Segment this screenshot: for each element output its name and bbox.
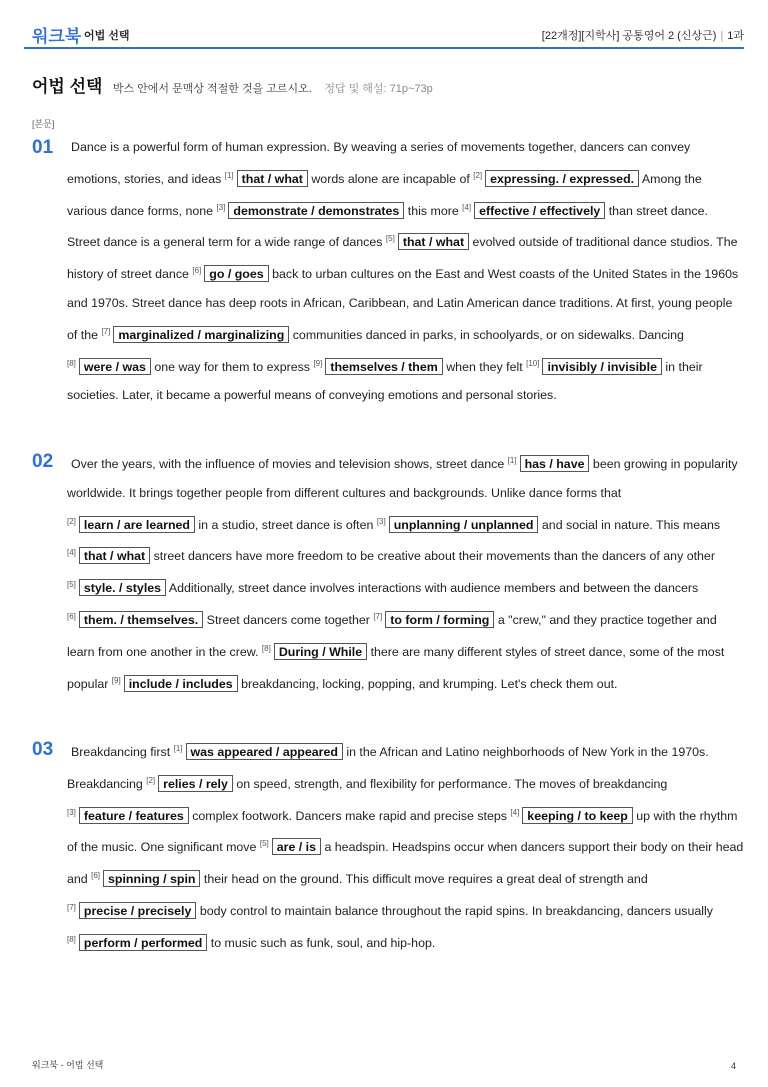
blank-number: [10] — [526, 358, 540, 368]
passage-sentence: Breakdancing first — [71, 745, 174, 759]
body-label: [본문] — [32, 119, 55, 129]
blank-number: [1] — [173, 744, 183, 753]
section-number: 03 — [32, 739, 54, 760]
passage-sentence: a "crew," and they practice together and learn from one another in the crew. — [67, 612, 717, 659]
grammar-choice — [386, 225, 469, 257]
choice-box[interactable]: demonstrate / demonstrates — [228, 202, 404, 219]
blank-number: [2] — [473, 170, 483, 180]
header-divider — [24, 47, 744, 49]
answer-reference: 정답 및 해설: 71p~73p — [324, 83, 433, 95]
grammar-choice — [91, 862, 200, 894]
choice-box[interactable]: precise / precisely — [79, 902, 196, 919]
passage-sentence: a headspin. Headspins occur when dancers support their body on their head and — [67, 840, 744, 887]
header-subtitle: 어법 선택 — [84, 30, 130, 42]
choice-box[interactable]: them. / themselves. — [79, 611, 203, 628]
grammar-choice — [101, 318, 289, 350]
choice-box[interactable]: marginalized / marginalizing — [113, 326, 289, 343]
blank-number: [8] — [67, 934, 76, 944]
grammar-choice — [67, 508, 195, 540]
blank-number: [1] — [507, 456, 517, 465]
grammar-choice — [174, 735, 343, 767]
choice-box[interactable]: are / is — [272, 838, 321, 855]
passage-text — [67, 735, 744, 958]
grammar-choice — [146, 767, 233, 799]
choice-box[interactable]: effective / effectively — [474, 202, 605, 219]
footer-label: 워크북 - 어법 선택 — [32, 1060, 104, 1070]
grammar-choice — [216, 194, 404, 226]
passage-sentence: Street dancers come together — [203, 612, 374, 627]
blank-number: [4] — [510, 807, 520, 817]
choice-box[interactable]: were / was — [79, 358, 151, 375]
grammar-choice — [67, 926, 207, 958]
passage-text — [67, 133, 744, 410]
choice-box[interactable]: was appeared / appeared — [186, 743, 343, 760]
page-number: 4 — [730, 1061, 736, 1071]
choice-box[interactable]: has / have — [520, 455, 590, 472]
book-title: [22개정][지학사] 공통영어 2 (신상근) — [541, 30, 717, 42]
grammar-choice — [473, 162, 639, 194]
instruction-text: 박스 안에서 문맥상 적절한 것을 고르시오. — [112, 83, 312, 95]
passage-sentence: communities danced in parks, in schoolyards, or on sidewalks. Dancing — [289, 327, 684, 342]
passage-sentence: this more — [404, 203, 463, 218]
grammar-choice — [462, 194, 605, 226]
choice-box[interactable]: learn / are learned — [79, 516, 195, 533]
lesson-label: 1과 — [727, 30, 744, 42]
grammar-choice — [510, 799, 632, 831]
choice-box[interactable]: go / goes — [204, 265, 268, 282]
blank-number: [8] — [67, 358, 76, 368]
choice-box[interactable]: that / what — [398, 233, 469, 250]
passage-sentence: when they felt — [442, 359, 527, 374]
blank-number: [5] — [259, 839, 269, 849]
grammar-choice — [225, 162, 308, 194]
blank-number: [6] — [91, 871, 101, 881]
grammar-choice — [67, 539, 150, 571]
passage-sentence: evolved outside of traditional dance studios. The history of street dance — [67, 235, 738, 282]
blank-number: [4] — [67, 548, 76, 558]
blank-number: [3] — [216, 202, 226, 212]
blank-number: [1] — [224, 170, 234, 180]
choice-box[interactable]: relies / rely — [158, 775, 233, 792]
grammar-choice — [377, 508, 539, 540]
page-header — [32, 18, 744, 48]
passage-sentence: body control to maintain balance throughout the rapid spins. In breakdancing, dancers usually — [196, 903, 713, 918]
choice-box[interactable]: keeping / to keep — [522, 807, 633, 824]
choice-box[interactable]: style. / styles — [79, 579, 166, 596]
section-number: 02 — [32, 451, 54, 472]
passage-sentence: Among the various dance forms, none — [67, 171, 702, 218]
passage-sentence: complex footwork. Dancers make rapid and precise steps — [188, 808, 511, 823]
passage-sentence: Over the years, with the influence of movies and television shows, street dance — [71, 457, 508, 471]
choice-box[interactable]: feature / features — [79, 807, 189, 824]
book-info — [542, 27, 744, 43]
choice-box[interactable]: that / what — [79, 547, 150, 564]
grammar-choice — [260, 830, 321, 862]
grammar-choice — [373, 603, 494, 635]
blank-number: [5] — [385, 234, 395, 244]
grammar-choice — [67, 571, 166, 603]
blank-number: [3] — [376, 516, 386, 526]
passage-sentence: words alone are incapable of — [307, 171, 474, 186]
grammar-choice — [67, 799, 189, 831]
choice-box[interactable]: unplanning / unplanned — [389, 516, 539, 533]
grammar-choice — [67, 894, 196, 926]
choice-box[interactable]: invisibly / invisible — [542, 358, 662, 375]
passage-sentence: in a studio, street dance is often — [194, 517, 377, 532]
passage-sentence: to music such as funk, soul, and hip-hop. — [207, 935, 436, 950]
blank-number: [5] — [67, 580, 76, 590]
passage-sentence: Additionally, street dance involves interactions with audience members and between the dancers — [166, 581, 699, 596]
section-number: 01 — [32, 137, 54, 158]
choice-box[interactable]: to form / forming — [385, 611, 494, 628]
title-row — [32, 72, 433, 97]
choice-box[interactable]: spinning / spin — [103, 870, 200, 887]
blank-number: [7] — [373, 611, 383, 621]
grammar-choice — [112, 667, 238, 699]
choice-box[interactable]: that / what — [237, 170, 308, 187]
grammar-choice — [67, 350, 151, 382]
choice-box[interactable]: During / While — [274, 643, 367, 660]
passage-sentence: Dance is a powerful form of human expression. By weaving a series of movements together, dancers can convey emotions, stories, and ideas — [67, 140, 691, 186]
page-title: 어법 선택 — [32, 77, 103, 96]
passage-sentence: street dancers have more freedom to be creative about their movements than the dancers of any other — [150, 549, 715, 564]
choice-box[interactable]: expressing. / expressed. — [485, 170, 639, 187]
passage-sentence: their head on the ground. This difficult move requires a great deal of strength and — [200, 872, 648, 887]
blank-number: [6] — [192, 266, 202, 276]
passage-text — [67, 447, 744, 698]
choice-box[interactable]: include / includes — [124, 675, 238, 692]
blank-number: [2] — [146, 775, 156, 785]
brand-title: 워크북 — [32, 27, 82, 46]
passage-sentence: breakdancing, locking, popping, and krumping. Let's check them out. — [237, 676, 618, 691]
passage-sentence: and social in nature. This means — [538, 517, 721, 532]
grammar-choice — [262, 635, 367, 667]
blank-number: [4] — [462, 202, 472, 212]
blank-number: [7] — [67, 902, 76, 912]
grammar-choice — [192, 257, 268, 289]
grammar-choice — [508, 447, 590, 479]
passage-sentence: on speed, strength, and flexibility for performance. The moves of breakdancing — [232, 776, 668, 791]
blank-number: [8] — [261, 643, 271, 653]
blank-number: [9] — [313, 358, 323, 368]
passage-sentence: there are many different styles of street dance, some of the most popular — [67, 644, 725, 691]
blank-number: [2] — [67, 516, 76, 526]
grammar-choice — [313, 350, 442, 382]
choice-box[interactable]: themselves / them — [325, 358, 442, 375]
blank-number: [9] — [111, 675, 121, 685]
passage-sentence: one way for them to express — [150, 359, 314, 374]
blank-number: [3] — [67, 807, 76, 817]
grammar-choice — [526, 350, 662, 382]
header-separator: | — [720, 30, 724, 42]
passage-sentence: than street dance. Street dance is a general term for a wide range of dances — [67, 203, 708, 250]
passage-sentence: back to urban cultures on the East and West coasts of the United States in the 1960s and 1970s. Street dance has deep roots in African, Caribbean, and Latin American dance traditions. At first, young people of the — [67, 267, 739, 342]
passage-sentence: been growing in popularity worldwide. It brings together people from different cultures and backgrounds. Unlike dance forms that — [67, 457, 738, 500]
blank-number: [6] — [67, 611, 76, 621]
passage-sentence: in the African and Latino neighborhoods of New York in the 1970s. Breakdancing — [67, 745, 709, 791]
choice-box[interactable]: perform / performed — [79, 934, 207, 951]
passage-sentence: in their societies. Later, it became a powerful means of conveying emotions and personal stories. — [67, 359, 703, 403]
grammar-choice — [67, 603, 203, 635]
passage-sentence: up with the rhythm of the music. One significant move — [67, 808, 738, 855]
blank-number: [7] — [101, 326, 111, 336]
